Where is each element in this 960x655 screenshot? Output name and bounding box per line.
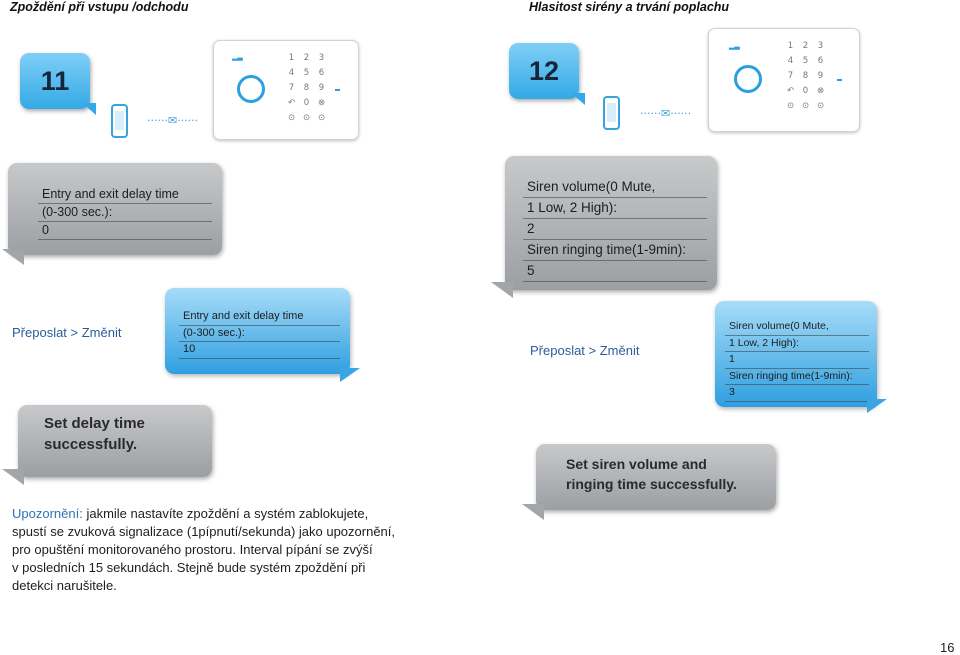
- right-sms-icon: [509, 43, 579, 99]
- left-sms-tail: [82, 103, 96, 115]
- success-line: Set siren volume and: [566, 456, 707, 472]
- panel-key: ↶: [287, 98, 296, 108]
- left-forward-edit-label: Přeposlat > Změnit: [12, 325, 122, 340]
- panel-key: 4: [288, 68, 295, 78]
- panel-key: 8: [303, 83, 310, 93]
- panel-key: 4: [787, 56, 794, 66]
- right-alarm-panel: [708, 28, 860, 132]
- right-sms-tail: [571, 93, 585, 105]
- right-phone-icon: [603, 96, 620, 130]
- reply-line: 2: [523, 219, 707, 240]
- left-column-title: Zpoždění při vstupu /odchodu: [10, 0, 189, 14]
- success-line: Set delay time: [44, 415, 145, 432]
- warning-label: Upozornění:: [12, 506, 83, 521]
- panel-indicator: [335, 89, 340, 91]
- panel-keypad: [783, 41, 828, 116]
- edit-line: 1 Low, 2 High):: [725, 336, 869, 353]
- note-line: v posledních 15 sekundách. Stejně bude systém zpoždění při: [12, 560, 366, 575]
- panel-key: 8: [802, 71, 809, 81]
- success-line: successfully.: [44, 436, 138, 453]
- bubble-tail: [2, 469, 24, 485]
- reply-line: 5: [523, 261, 707, 282]
- reply-line: Siren volume(0 Mute,: [523, 177, 707, 198]
- panel-key: 3: [318, 53, 325, 63]
- panel-key: 1: [288, 53, 295, 63]
- reply-line: (0-300 sec.):: [38, 204, 212, 222]
- right-column-title: Hlasitost sirény a trvání poplachu: [529, 0, 730, 14]
- warning-note: [12, 505, 482, 595]
- panel-key: ⊗: [317, 98, 326, 108]
- panel-ring-icon: [237, 75, 265, 103]
- panel-key: 7: [787, 71, 794, 81]
- note-line: detekci narušitele.: [12, 578, 117, 593]
- panel-key: ↶: [786, 86, 795, 96]
- panel-key: 5: [303, 68, 310, 78]
- panel-key: ⊙: [816, 101, 825, 111]
- success-line: ringing time successfully.: [566, 476, 737, 492]
- page-number: 16: [940, 640, 955, 655]
- signal-icon: ▂▃: [729, 43, 740, 50]
- edit-line: Siren ringing time(1-9min):: [725, 369, 869, 386]
- left-edited-message: [165, 288, 350, 374]
- panel-key: 7: [288, 83, 295, 93]
- panel-key: 6: [817, 56, 824, 66]
- panel-key: 9: [817, 71, 824, 81]
- edit-line: Entry and exit delay time: [179, 309, 340, 326]
- edit-line: 3: [725, 385, 869, 402]
- left-alarm-panel: [213, 40, 359, 140]
- edit-line: (0-300 sec.):: [179, 326, 340, 343]
- edit-line: 1: [725, 352, 869, 369]
- panel-key: ⊙: [317, 113, 326, 123]
- reply-line: 0: [38, 222, 212, 240]
- right-success-message: [536, 444, 776, 510]
- bubble-tail: [522, 504, 544, 520]
- left-send-envelope-icon: ······✉······: [147, 114, 199, 127]
- panel-key: 0: [303, 98, 310, 108]
- right-send-envelope-icon: ······✉······: [640, 107, 692, 120]
- panel-key: 1: [787, 41, 794, 51]
- panel-ring-icon: [734, 65, 762, 93]
- panel-key: ⊙: [302, 113, 311, 123]
- panel-key: 6: [318, 68, 325, 78]
- right-edited-message: [715, 301, 877, 407]
- right-forward-edit-label: Přeposlat > Změnit: [530, 343, 640, 358]
- note-line: jakmile nastavíte zpoždění a systém zablokujete,: [86, 506, 369, 521]
- bubble-tail: [2, 249, 24, 265]
- panel-key: 9: [318, 83, 325, 93]
- panel-key: 2: [303, 53, 310, 63]
- panel-indicator: [837, 79, 842, 81]
- edit-line: 10: [179, 342, 340, 359]
- reply-line: Siren ringing time(1-9min):: [523, 240, 707, 261]
- signal-icon: ▂▃: [232, 54, 243, 61]
- bubble-tail: [491, 282, 513, 298]
- panel-key: ⊙: [786, 101, 795, 111]
- bubble-tail: [340, 368, 360, 382]
- panel-key: ⊙: [287, 113, 296, 123]
- reply-line: 1 Low, 2 High):: [523, 198, 707, 219]
- left-sms-count: 11: [20, 53, 90, 109]
- left-reply-message: [8, 163, 222, 255]
- right-sms-count: 12: [509, 43, 579, 99]
- right-reply-message: [505, 156, 717, 290]
- panel-key: 3: [817, 41, 824, 51]
- note-line: spustí se zvuková signalizace (1pípnutí/sekunda) jako upozornění,: [12, 524, 396, 539]
- left-phone-icon: [111, 104, 128, 138]
- panel-key: 5: [802, 56, 809, 66]
- panel-key: 0: [802, 86, 809, 96]
- left-sms-icon: [20, 53, 90, 109]
- panel-key: ⊗: [816, 86, 825, 96]
- left-success-message: [18, 405, 212, 477]
- edit-line: Siren volume(0 Mute,: [725, 319, 869, 336]
- panel-key: 2: [802, 41, 809, 51]
- panel-keypad: [284, 53, 329, 128]
- note-line: pro opuštění monitorovaného prostoru. Interval pípání se zvýší: [12, 542, 373, 557]
- panel-key: ⊙: [801, 101, 810, 111]
- bubble-tail: [867, 399, 887, 413]
- reply-line: Entry and exit delay time: [38, 186, 212, 204]
